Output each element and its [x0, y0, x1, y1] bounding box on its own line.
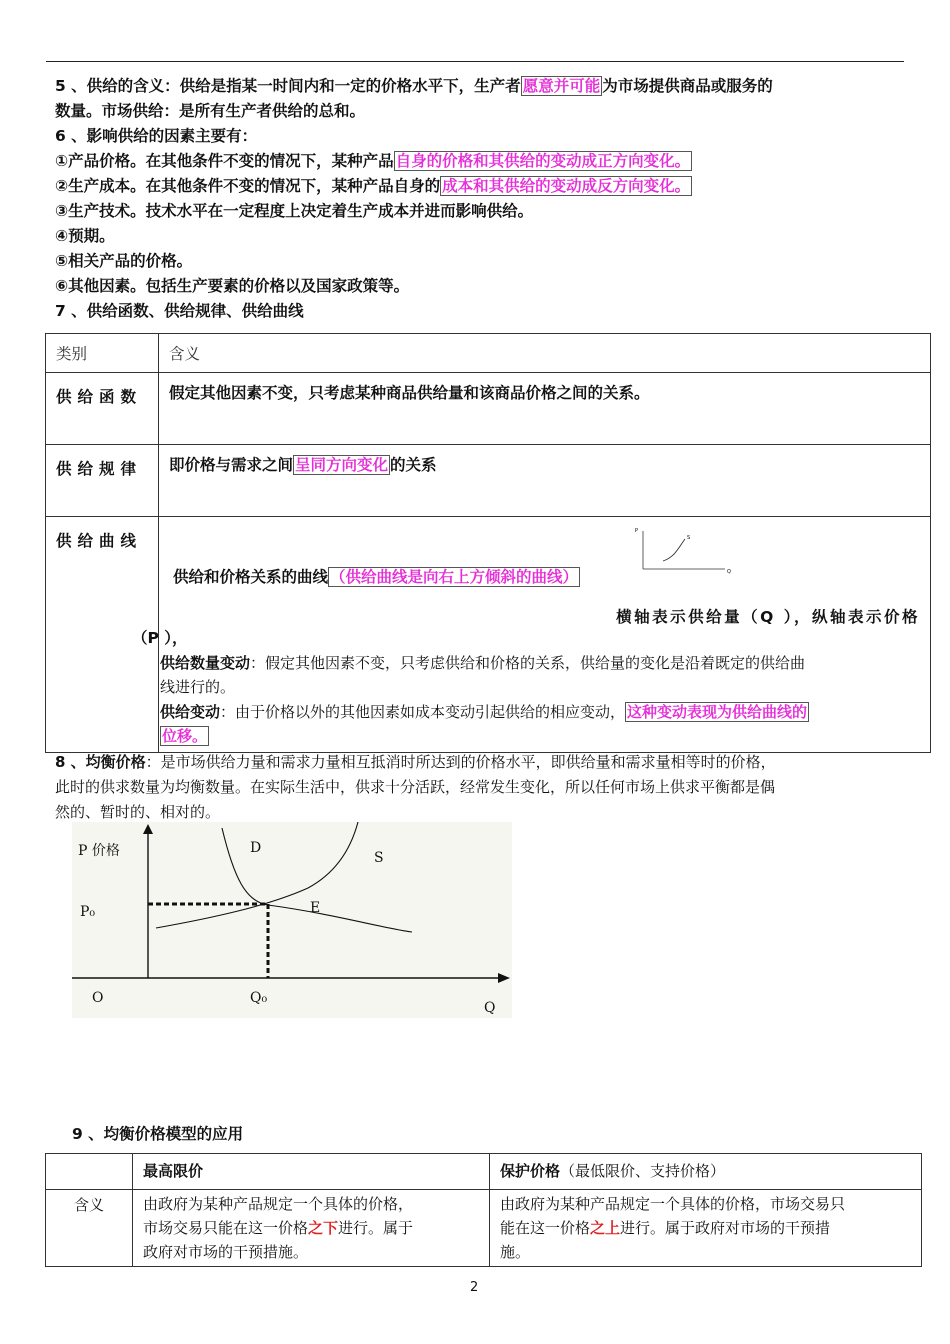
q0-tick-label: Q₀ — [250, 990, 268, 1006]
highlight-positive-relation: 自身的价格和其供给的变动成正方向变化。 — [395, 152, 691, 170]
equilibrium-line1: 8 、均衡价格：是市场供给力量和需求力量相互抵消时所达到的价格水平，即供给量和需求量相等时的价格， — [55, 753, 776, 771]
blank-header-cell — [46, 1154, 133, 1190]
quantity-change-line2: 线进行的。 — [160, 678, 236, 696]
text-supply-function: 假定其他因素不变，只考虑某种商品供给量和该商品价格之间的关系。 — [159, 373, 931, 445]
factor-other: ⑥其他因素。包括生产要素的价格以及国家政策等。 — [55, 277, 410, 295]
demand-label: D — [250, 840, 262, 856]
equilibrium-point-label: E — [310, 900, 321, 916]
section7-title: 7 、供给函数、供给规律、供给曲线 — [55, 302, 304, 320]
section9-title: 9 、均衡价格模型的应用 — [72, 1125, 244, 1143]
x-axis-arrow — [498, 973, 510, 983]
supply-definition-line2: 数量。市场供给：是所有生产者供给的总和。 — [55, 102, 366, 120]
label-supply-function: 供给函数 — [46, 373, 159, 445]
equilibrium-chart-svg — [72, 822, 512, 1018]
highlight-upward-sloping: （供给曲线是向右上方倾斜的曲线） — [330, 568, 579, 586]
equilibrium-line3: 然的、暂时的、相对的。 — [55, 803, 221, 821]
mini-supply-curve — [663, 539, 685, 561]
header-meaning: 含义 — [159, 334, 931, 373]
mini-q-label: Q — [727, 569, 731, 575]
header-protect-price: 保护价格（最低限价、支持价格） — [490, 1154, 922, 1190]
quantity-change-line1: 供给数量变动：假定其他因素不变，只考虑供给和价格的关系，供给量的变化是沿着既定的供给曲 — [160, 654, 806, 672]
mini-s-label: S — [687, 535, 691, 541]
row-label-meaning: 含义 — [46, 1190, 133, 1267]
highlight-curve-shift: 这种变动表现为供给曲线的 — [627, 703, 808, 721]
highlight-same-direction: 呈同方向变化 — [295, 456, 389, 474]
p0-tick-label: P₀ — [80, 904, 96, 920]
equilibrium-line2: 此时的供求数量为均衡数量。在实际生活中，供求十分活跃，经常发生变化，所以任何市场上供求平衡都是偶 — [55, 778, 776, 796]
highlight-negative-relation: 成本和其供给的变动成反方向变化。 — [442, 177, 691, 195]
factors-title: 6 、影响供给的因素主要有： — [55, 127, 258, 145]
mini-p-label: P — [635, 528, 639, 534]
factor-related-goods: ⑤相关产品的价格。 — [55, 252, 193, 270]
label-supply-law: 供给规律 — [46, 445, 159, 517]
origin-label: O — [92, 990, 104, 1006]
factor-price: ①产品价格。在其他条件不变的情况下，某种产品 自身的价格和其供给的变动成正方向变化。 — [55, 152, 691, 170]
factor-technology: ③生产技术。技术水平在一定程度上决定着生产成本并进而影响供给。 — [55, 202, 534, 220]
factor-expectation: ④预期。 — [55, 227, 115, 245]
header-max-price: 最高限价 — [133, 1154, 490, 1190]
supply-label: S — [374, 850, 384, 866]
text-supply-law: 即价格与需求之间 呈同方向变化 的关系 — [159, 445, 931, 517]
label-supply-curve: 供给曲线 — [46, 517, 159, 753]
header-category: 类别 — [46, 334, 159, 373]
supply-shift-line1: 供给变动：由于价格以外的其他因素如成本变动引起供给的相应变动， 这种变动表现为供给曲线的 — [160, 703, 808, 721]
axis-description: 横轴表示供给量（Q ），纵轴表示价格 — [616, 608, 920, 626]
highlight-willing-able: 愿意并可能 — [522, 77, 601, 95]
max-price-meaning: 由政府为某种产品规定一个具体的价格， 市场交易只能在这一价格之下进行。属于 政府对市场的干预措施。 — [133, 1190, 490, 1267]
header-rule — [46, 61, 904, 62]
equilibrium-chart — [72, 822, 512, 1018]
highlight-curve-shift-cont: 位移。 — [162, 727, 208, 745]
supply-curve — [156, 822, 358, 928]
supply-curve-desc: 供给和价格关系的曲线 （供给曲线是向右上方倾斜的曲线） — [173, 568, 579, 586]
x-axis-label: Q — [484, 1000, 496, 1016]
factor-cost: ②生产成本。在其他条件不变的情况下，某种产品自身的 成本和其供给的变动成反方向变化。 — [55, 177, 691, 195]
mini-supply-chart — [633, 523, 733, 579]
y-axis-arrow — [143, 824, 153, 834]
supply-definition-line1: 5 、供给的含义：供给是指某一时间内和一定的价格水平下，生产者 愿意并可能 为市场提供商品或服务的 — [55, 77, 773, 95]
supply-shift-line2 — [160, 724, 209, 748]
y-axis-label: P 价格 — [78, 843, 120, 859]
price-control-table — [45, 1153, 922, 1267]
axis-description-cont: （P ）， — [132, 629, 188, 647]
page-number: 2 — [470, 1280, 479, 1295]
protect-price-meaning: 由政府为某种产品规定一个具体的价格，市场交易只 能在这一价格之上进行。属于政府对市场的干预措 施。 — [490, 1190, 922, 1267]
